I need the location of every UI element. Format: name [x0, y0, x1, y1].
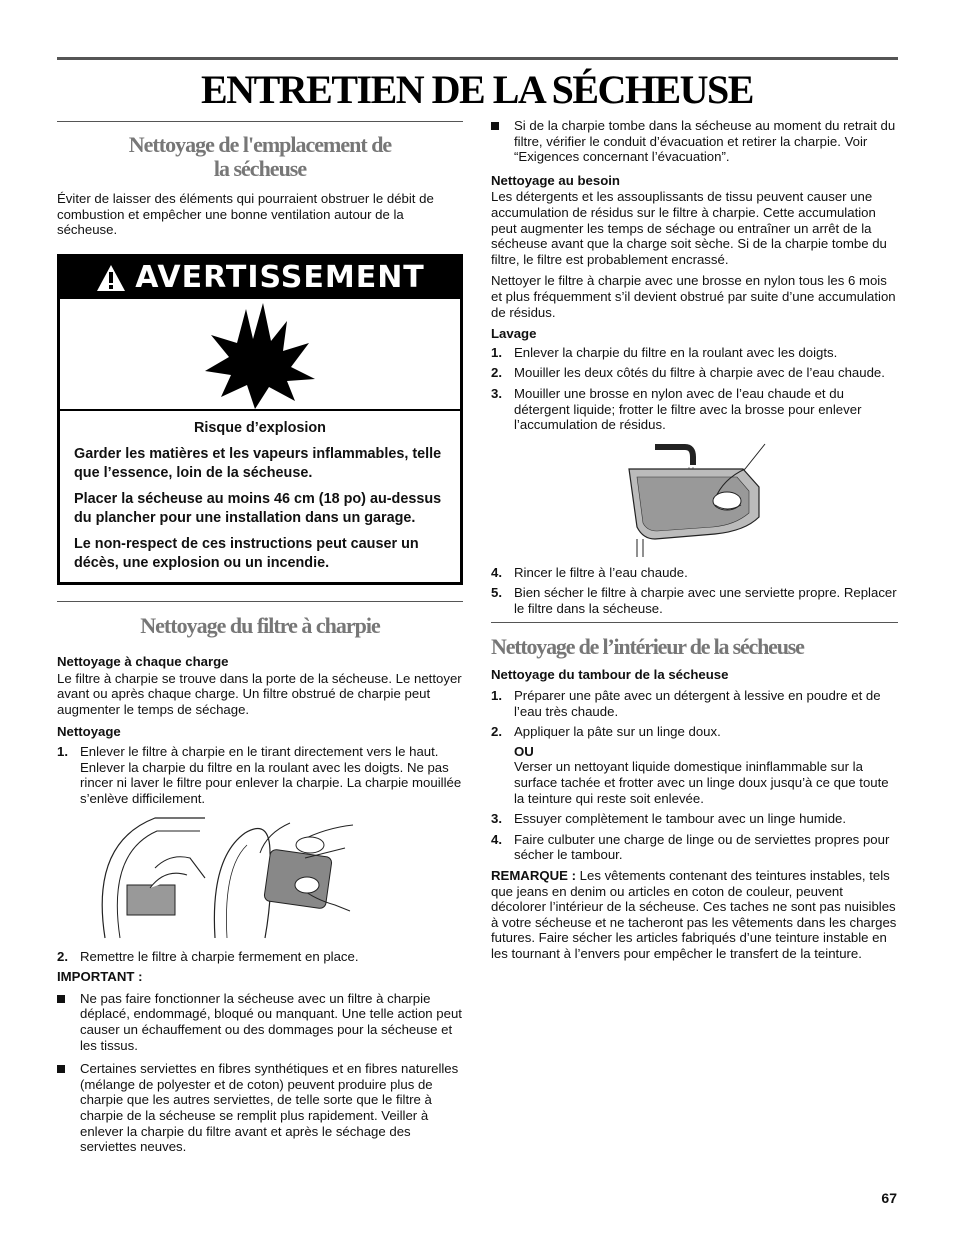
step-text: Préparer une pâte avec un détergent à lessive en poudre et de l’eau très chaude. — [514, 688, 881, 719]
step-number: 1. — [491, 344, 502, 360]
top-rule — [57, 57, 898, 60]
warning-header-label: AVERTISSEMENT — [135, 259, 425, 295]
list-item — [491, 386, 898, 433]
lint-filter-removal-illustration — [95, 813, 425, 943]
step-number: 4. — [491, 564, 502, 580]
site-cleaning-text: Éviter de laisser des éléments qui pourraient obstruer le débit de combustion et empêcher une bonne ventilation autour de la sécheuse. — [57, 191, 434, 238]
list-item — [491, 688, 898, 719]
important-list-continued — [491, 118, 898, 165]
warning-title: Risque d’explosion — [194, 419, 326, 436]
list-item — [491, 585, 898, 616]
step-text: Mouiller les deux côtés du filtre à charpie avec de l’eau chaude. — [514, 365, 885, 381]
step-text: Mouiller une brosse en nylon avec de l’eau chaude et du détergent liquide; frotter le filtre avec la brosse pour enlever l’accumulation de résidus. — [514, 385, 862, 433]
or-label: OU — [514, 743, 534, 759]
warning-body — [60, 411, 460, 583]
washing-subheading: Lavage — [491, 326, 537, 342]
warning-paragraph-2: Placer la sécheuse au moins 46 cm (18 po) au-dessus du plancher pour une installation dans un garage. — [74, 491, 442, 526]
bullet-text: Certaines serviettes en fibres synthétiques et en fibres naturelles (mélange de polyester et de coton) peuvent produire plus de charpie que les autres serviettes, de telle sorte que le filtre à charpie de la sécheuse se remplit plus rapidement. Veiller à enlever la charpie du filtre avant et après le séchage des serviettes neuves. — [80, 1061, 459, 1155]
step-number: 2. — [491, 724, 502, 740]
washing-steps-continued — [491, 565, 898, 617]
important-list — [57, 991, 463, 1155]
as-needed-subheading: Nettoyage au besoin — [491, 172, 620, 188]
site-cleaning-heading — [57, 133, 463, 181]
warning-header — [60, 257, 460, 299]
step-text: Bien sécher le filtre à charpie avec une serviette propre. Replacer le filtre dans la sécheuse. — [514, 585, 897, 616]
list-item — [57, 744, 463, 806]
section-rule — [57, 601, 463, 602]
warning-triangle-icon — [95, 263, 127, 293]
explosion-pictogram — [60, 299, 460, 411]
section-rule — [57, 121, 463, 122]
list-item — [491, 565, 898, 581]
site-cleaning-heading-line2: la sécheuse — [213, 156, 307, 181]
step-text: Essuyer complètement le tambour avec un linge humide. — [514, 811, 847, 827]
left-column — [57, 121, 463, 1163]
note-label: REMARQUE : — [491, 868, 576, 883]
as-needed-paragraph-2: Nettoyer le filtre à charpie avec une brosse en nylon tous les 6 mois et plus fréquemment s’il devient obstrué par suite d’une accumulation de résidus. — [491, 273, 896, 320]
section-rule — [491, 622, 898, 623]
step-number: 4. — [491, 831, 502, 847]
step-number: 5. — [491, 585, 502, 601]
drum-steps — [491, 688, 898, 863]
step-number: 3. — [491, 385, 502, 401]
list-item — [491, 811, 898, 827]
cleaning-steps-continued — [57, 949, 463, 965]
step-text: Rincer le filtre à l’eau chaude. — [514, 564, 688, 580]
warning-paragraph-3: Le non-respect de ces instructions peut causer un décès, une explosion ou un incendie. — [74, 536, 419, 571]
bullet-text: Ne pas faire fonctionner la sécheuse avec un filtre à charpie déplacé, endommagé, bloqué ou manquant. Une telle action peut causer un échauffement ou des dommages pour la sécheuse et les tissus. — [80, 990, 462, 1053]
step-number: 2. — [57, 948, 68, 964]
drum-subheading: Nettoyage du tambour de la sécheuse — [491, 667, 729, 683]
step-number: 2. — [491, 365, 502, 381]
bullet-icon — [57, 995, 65, 1003]
step-text: Faire culbuter une charge de linge ou de serviettes propres pour sécher le tambour. — [514, 831, 890, 863]
list-item — [57, 991, 463, 1053]
cleaning-subheading: Nettoyage — [57, 723, 121, 739]
filter-washing-illustration — [615, 439, 775, 559]
interior-heading: Nettoyage de l’intérieur de la sécheuse — [491, 634, 804, 660]
important-label: IMPORTANT : — [57, 969, 143, 985]
warning-box — [57, 254, 463, 586]
washing-steps — [491, 345, 898, 433]
step-text: Enlever le filtre à charpie en le tirant directement vers le haut. Enlever la charpie du filtre en la roulant avec les doigts. Ne pas rincer ni laver le filtre pour enlever la charpie. La charpie mouillée s’enlève difficilement. — [80, 744, 462, 807]
lint-filter-heading: Nettoyage du filtre à charpie — [140, 613, 380, 639]
page-number: 67 — [881, 1190, 897, 1206]
list-item — [491, 832, 898, 863]
bullet-text: Si de la charpie tombe dans la sécheuse au moment du retrait du filtre, vérifier le conduit d’évacuation et retirer la charpie. Voir “Exigences concernant l’évacuation”. — [514, 118, 896, 165]
each-load-text: Le filtre à charpie se trouve dans la porte de la sécheuse. Le nettoyer avant ou après chaque charge. Un filtre obstrué de charpie peut augmenter le temps de séchage. — [57, 670, 462, 718]
step-text: Enlever la charpie du filtre en la roulant avec les doigts. — [514, 344, 838, 360]
right-column — [491, 118, 898, 968]
step-number: 1. — [57, 744, 68, 760]
note-paragraph — [491, 868, 898, 962]
list-item — [491, 724, 898, 806]
cleaning-steps — [57, 744, 463, 806]
as-needed-paragraph-1: Les détergents et les assouplissants de tissu peuvent causer une accumulation de résidus sur le filtre à charpie. Cette accumulation peut augmenter les temps de séchage ou entraîner un arrêt de la sécheuse avant que la charge soit sèche. Si de la charpie tombe du filtre, le filtre est probablement encrassé. — [491, 189, 887, 267]
list-item — [491, 365, 898, 381]
bullet-icon — [57, 1065, 65, 1073]
list-item — [491, 345, 898, 361]
step-text: Appliquer la pâte sur un linge doux. — [514, 724, 721, 740]
or-text: Verser un nettoyant liquide domestique ininflammable sur la surface tachée et frotter avec un linge doux jusqu’à ce que toute la teinture qui reste soit enlevée. — [514, 759, 889, 806]
bullet-icon — [491, 122, 499, 130]
page-title: ENTRETIEN DE LA SÉCHEUSE — [201, 67, 753, 112]
list-item — [491, 118, 898, 165]
step-number: 3. — [491, 811, 502, 827]
list-item — [57, 949, 463, 965]
step-number: 1. — [491, 688, 502, 704]
warning-paragraph-1: Garder les matières et les vapeurs inflammables, telle que l’essence, loin de la sécheuse. — [74, 446, 442, 481]
explosion-icon — [191, 301, 331, 411]
note-text: Les vêtements contenant des teintures instables, tels que jeans en denim ou articles en coton de couleur, peuvent décolorer l’intérieur de la sécheuse. Ces taches ne sont pas nuisibles à votre sécheuse et ne tacheront pas les vêtements dans les charges futures. Faire sécher les articles fabriqués d’une teinture instable en les tournant à l’envers pour empêcher le transfert de la teinture. — [491, 868, 897, 961]
site-cleaning-heading-line1: Nettoyage de l'emplacement de — [128, 132, 392, 157]
each-load-subheading: Nettoyage à chaque charge — [57, 654, 229, 670]
step-text: Remettre le filtre à charpie fermement en place. — [80, 948, 359, 964]
list-item — [57, 1061, 463, 1155]
